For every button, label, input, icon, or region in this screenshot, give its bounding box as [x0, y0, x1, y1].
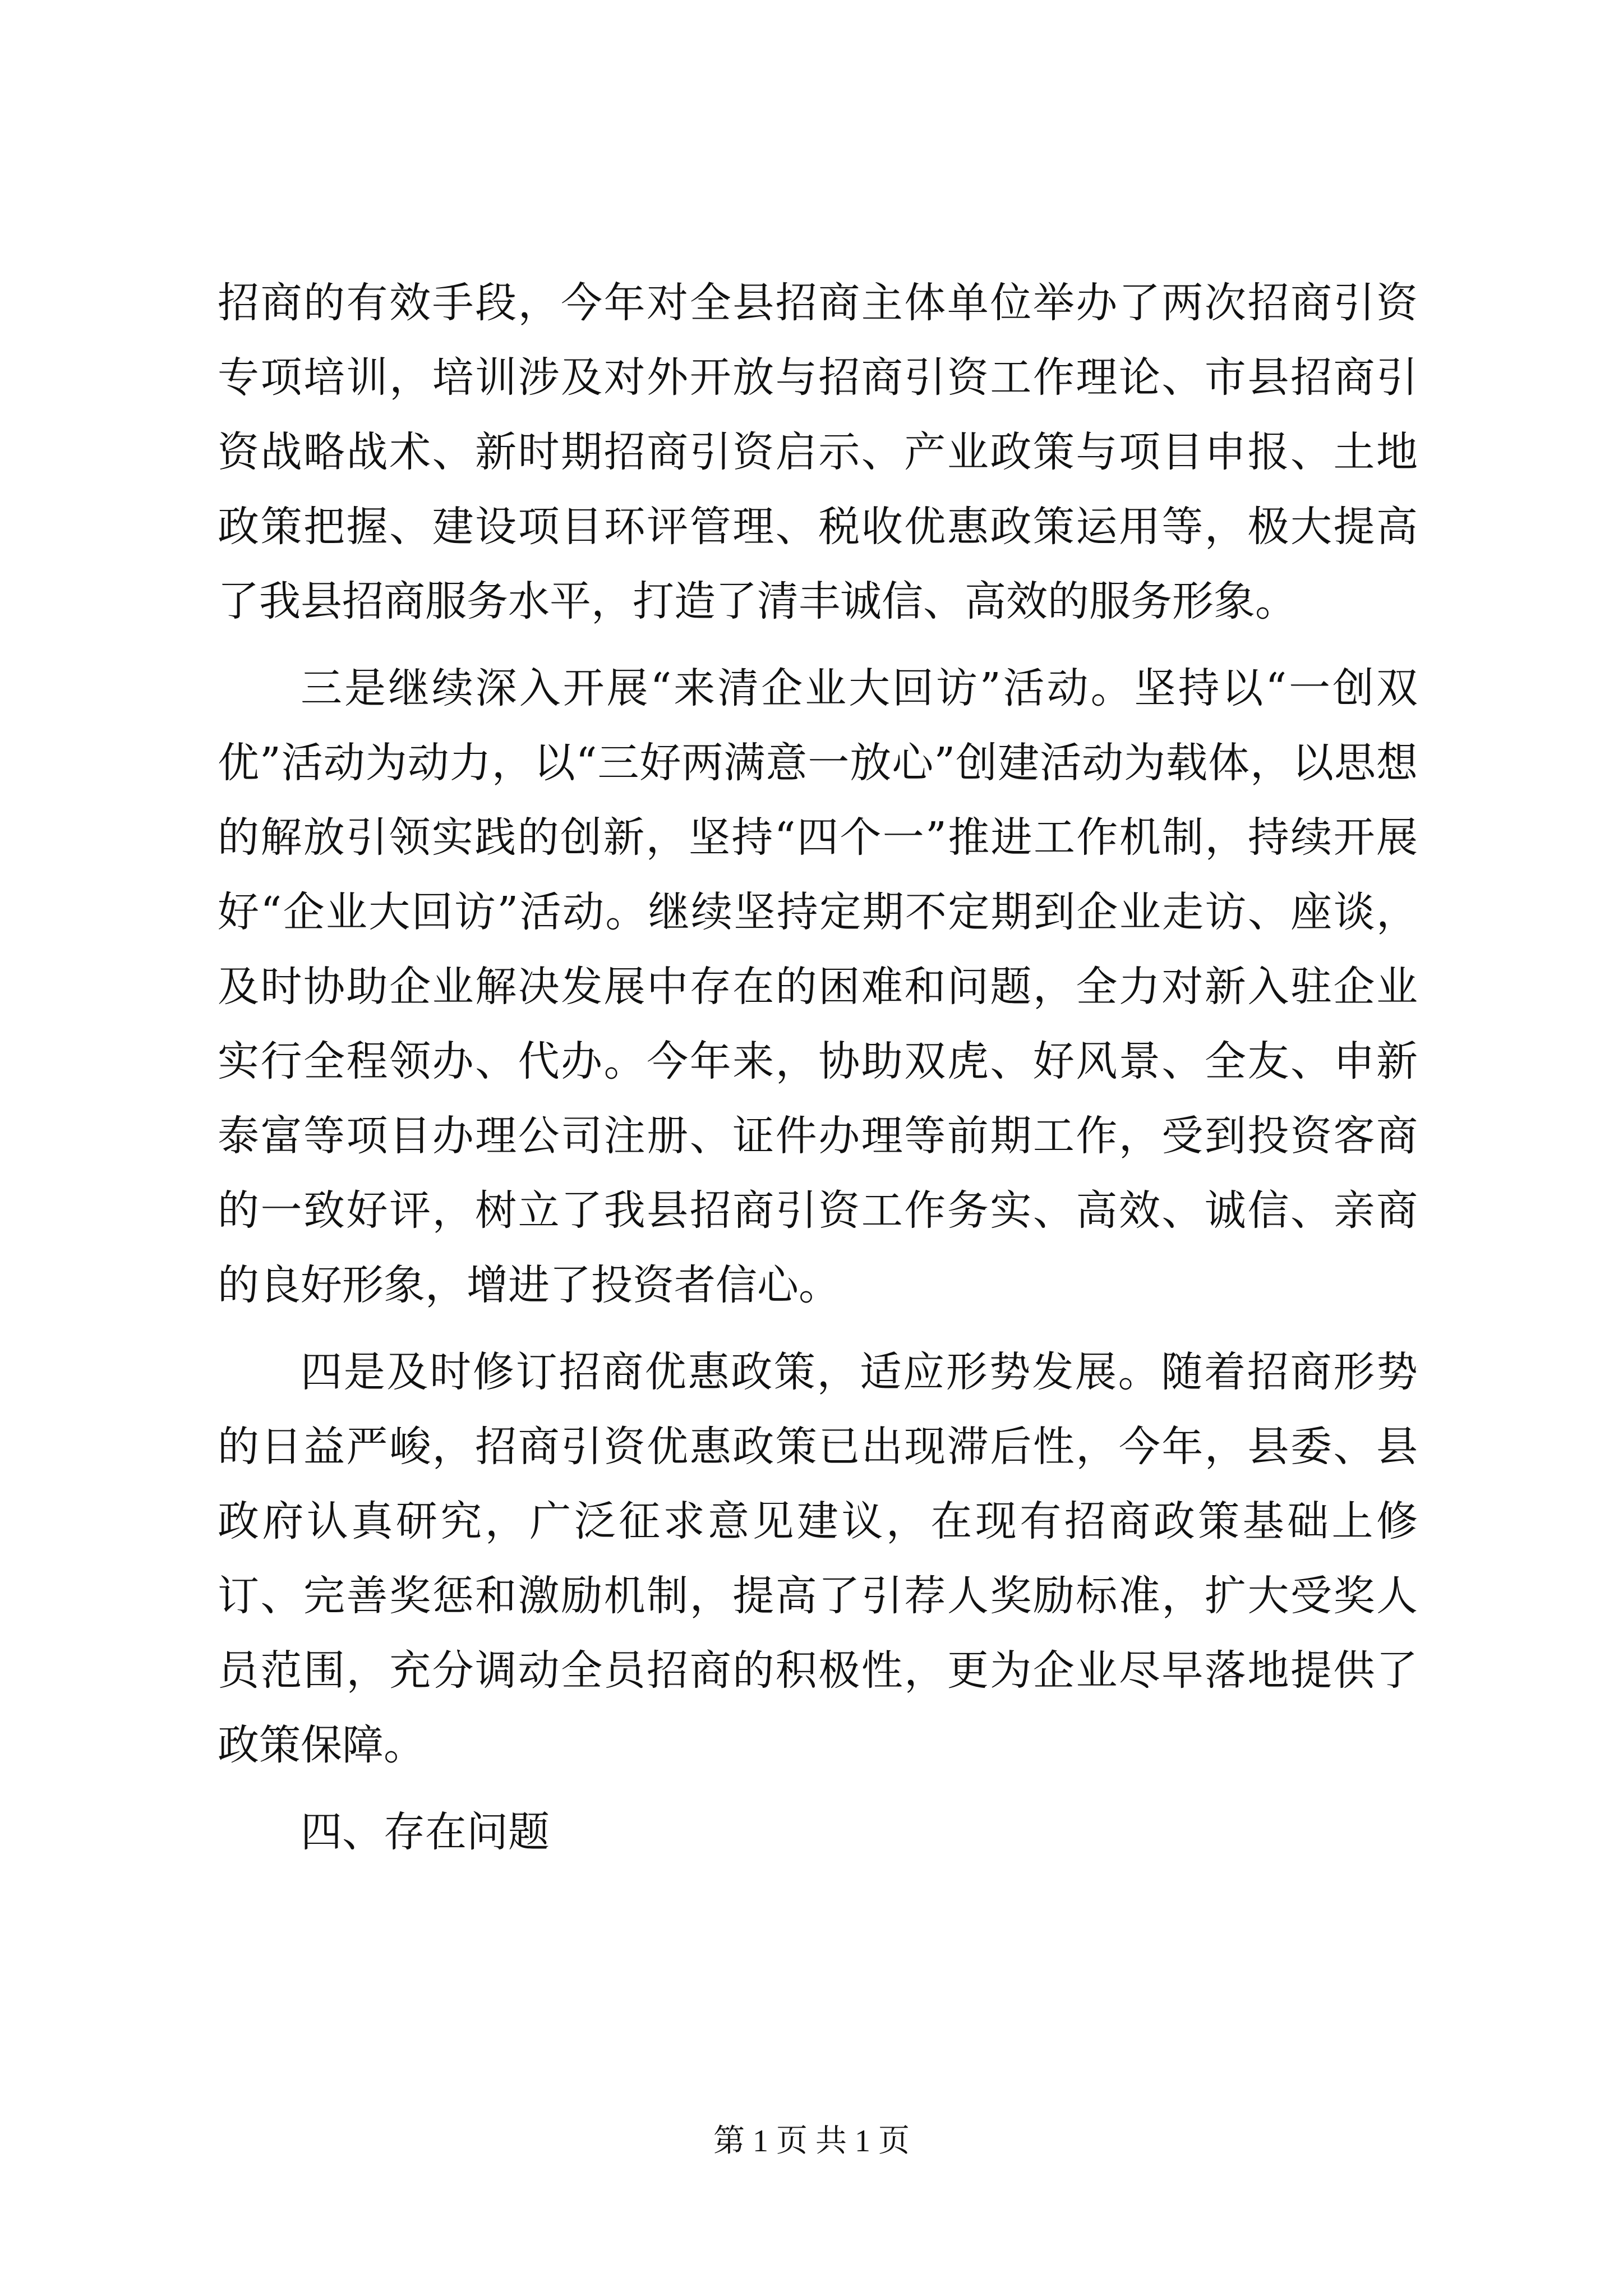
section-heading: 四、存在问题: [301, 1808, 550, 1856]
paragraph-continuation: 招商的有效手段，今年对全县招商主体单位举办了两次招商引资专项培训，培训涉及对外开放与招商引资工作理论、市县招商引资战略战术、新时期招商引资启示、产业政策与项目申报、土地政策把握、建设项目环评管理、税收优惠政策运用等，极大提高了我县招商服务水平，打造了清丰诚信、高效的服务形象。: [218, 279, 1418, 625]
paragraph-third-point: 三是继续深入开展“来清企业大回访”活动。坚持以“一创双优”活动为动力，以“三好两满意一放心”创建活动为载体，以思想的解放引领实践的创新，坚持“四个一”推进工作机制，持续开展好“企业大回访”活动。继续坚持定期不定期到企业走访、座谈，及时协助企业解决发展中存在的困难和问题，全力对新入驻企业实行全程领办、代办。今年来，协助双虎、好风景、全友、申新泰富等项目办理公司注册、证件办理等前期工作，受到投资客商的一致好评，树立了我县招商引资工作务实、高效、诚信、亲商的良好形象，增进了投资者信心。: [218, 664, 1418, 1309]
paragraph-fourth-point: 四是及时修订招商优惠政策，适应形势发展。随着招商形势的日益严峻，招商引资优惠政策已出现滞后性，今年，县委、县政府认真研究，广泛征求意见建议，在现有招商政策基础上修订、完善奖惩和激励机制，提高了引荐人奖励标准，扩大受奖人员范围，充分调动全员招商的积极性，更为企业尽早落地提供了政策保障。: [218, 1348, 1418, 1769]
document-body: [218, 266, 1418, 1882]
page-footer: 第 1 页 共 1 页: [713, 2124, 910, 2159]
